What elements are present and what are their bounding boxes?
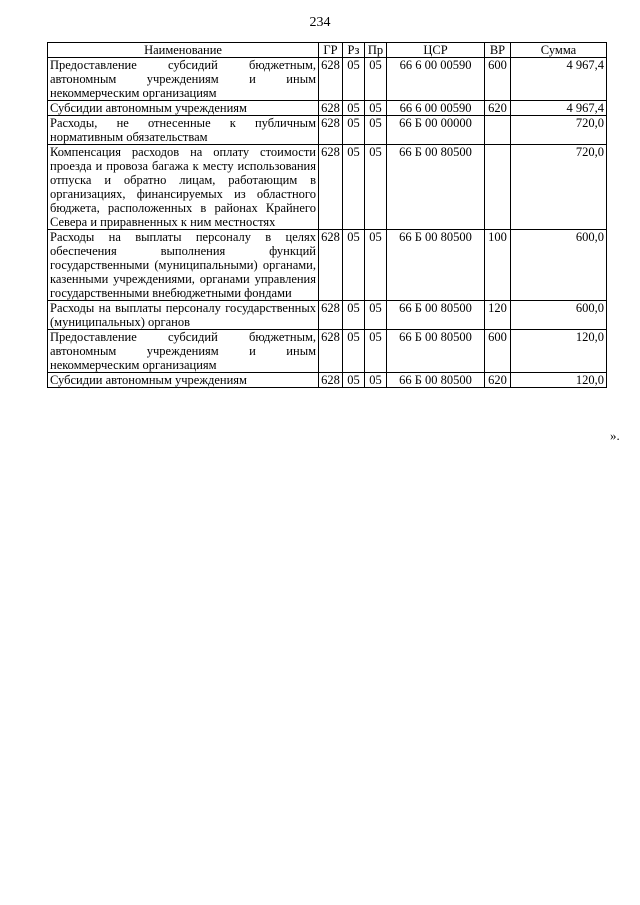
row-name: Субсидии автономным учреждениям xyxy=(48,373,319,388)
header-rz: Рз xyxy=(343,43,365,58)
table-row xyxy=(48,301,607,330)
row-gr: 628 xyxy=(319,373,343,388)
row-csr: 66 Б 00 00000 xyxy=(387,116,485,145)
row-csr: 66 Б 00 80500 xyxy=(387,373,485,388)
header-sum: Сумма xyxy=(511,43,607,58)
row-name: Предоставление субсидий бюджетным, автономным учреждениям и иным некоммерческим организациям xyxy=(48,330,319,373)
row-pr: 05 xyxy=(365,373,387,388)
row-csr: 66 Б 00 80500 xyxy=(387,330,485,373)
row-vr: 620 xyxy=(485,373,511,388)
page-number: 234 xyxy=(309,15,331,30)
row-gr: 628 xyxy=(319,58,343,101)
row-sum: 120,0 xyxy=(511,373,607,388)
row-name: Расходы на выплаты персоналу в целях обеспечения выполнения функций государственными (муниципальными) органами, казенными учреждениями, органами управления государственными внебюджетными фондами xyxy=(48,230,319,301)
row-rz: 05 xyxy=(343,145,365,230)
row-name: Расходы, не отнесенные к публичным нормативным обязательствам xyxy=(48,116,319,145)
row-pr: 05 xyxy=(365,230,387,301)
row-sum: 120,0 xyxy=(511,330,607,373)
row-vr: 600 xyxy=(485,330,511,373)
table-row xyxy=(48,101,607,116)
row-sum: 720,0 xyxy=(511,116,607,145)
row-rz: 05 xyxy=(343,101,365,116)
row-name: Компенсация расходов на оплату стоимости проезда и провоза багажа к месту использования отпуска и обратно лицам, работающим в организациях, финансируемых из областного бюджета, расположенных в районах Крайнего Севера и приравненных к ним местностях xyxy=(48,145,319,230)
row-rz: 05 xyxy=(343,330,365,373)
header-vr: ВР xyxy=(485,43,511,58)
row-pr: 05 xyxy=(365,301,387,330)
row-pr: 05 xyxy=(365,101,387,116)
table-row xyxy=(48,230,607,301)
header-csr: ЦСР xyxy=(387,43,485,58)
closing-quote: ». xyxy=(610,428,620,443)
row-name: Субсидии автономным учреждениям xyxy=(48,101,319,116)
row-gr: 628 xyxy=(319,330,343,373)
row-vr: 120 xyxy=(485,301,511,330)
row-vr: 600 xyxy=(485,58,511,101)
row-sum: 4 967,4 xyxy=(511,101,607,116)
row-gr: 628 xyxy=(319,230,343,301)
table-row xyxy=(48,145,607,230)
row-csr: 66 6 00 00590 xyxy=(387,58,485,101)
table-row xyxy=(48,330,607,373)
row-gr: 628 xyxy=(319,116,343,145)
row-vr xyxy=(485,145,511,230)
row-vr xyxy=(485,116,511,145)
row-sum: 720,0 xyxy=(511,145,607,230)
row-pr: 05 xyxy=(365,58,387,101)
table-row xyxy=(48,373,607,388)
row-sum: 600,0 xyxy=(511,301,607,330)
budget-table xyxy=(47,42,607,388)
row-gr: 628 xyxy=(319,101,343,116)
table-row xyxy=(48,116,607,145)
row-csr: 66 Б 00 80500 xyxy=(387,301,485,330)
table-row xyxy=(48,58,607,101)
row-pr: 05 xyxy=(365,116,387,145)
row-rz: 05 xyxy=(343,230,365,301)
row-rz: 05 xyxy=(343,301,365,330)
row-sum: 600,0 xyxy=(511,230,607,301)
row-csr: 66 Б 00 80500 xyxy=(387,230,485,301)
table-header-row xyxy=(48,43,607,58)
row-rz: 05 xyxy=(343,373,365,388)
row-gr: 628 xyxy=(319,145,343,230)
header-gr: ГР xyxy=(319,43,343,58)
row-rz: 05 xyxy=(343,58,365,101)
row-pr: 05 xyxy=(365,145,387,230)
row-sum: 4 967,4 xyxy=(511,58,607,101)
row-rz: 05 xyxy=(343,116,365,145)
row-pr: 05 xyxy=(365,330,387,373)
row-vr: 620 xyxy=(485,101,511,116)
header-pr: Пр xyxy=(365,43,387,58)
row-gr: 628 xyxy=(319,301,343,330)
row-csr: 66 6 00 00590 xyxy=(387,101,485,116)
row-csr: 66 Б 00 80500 xyxy=(387,145,485,230)
row-name: Расходы на выплаты персоналу государственных (муниципальных) органов xyxy=(48,301,319,330)
row-name: Предоставление субсидий бюджетным, автономным учреждениям и иным некоммерческим организациям xyxy=(48,58,319,101)
header-name: Наименование xyxy=(48,43,319,58)
row-vr: 100 xyxy=(485,230,511,301)
